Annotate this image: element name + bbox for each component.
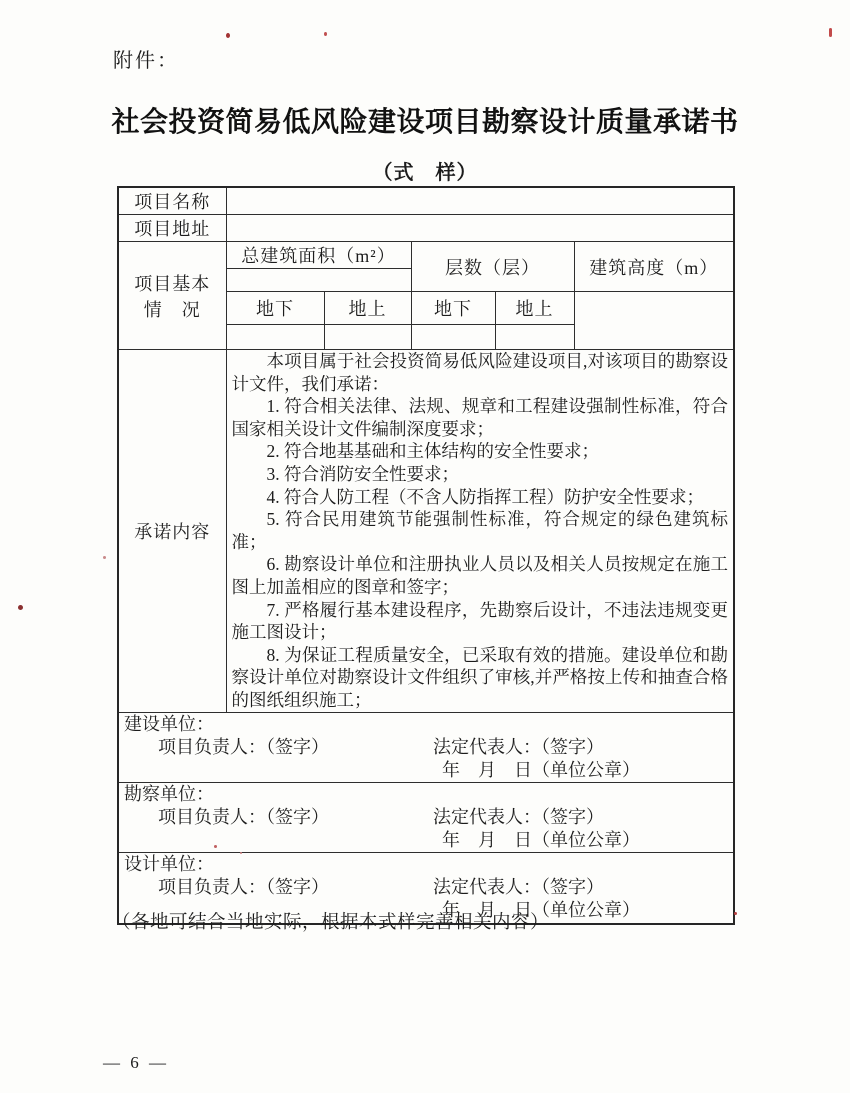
building-height-header: 建筑高度（m）	[574, 242, 734, 292]
survey-unit-cell	[118, 782, 734, 852]
commitment-paragraph: 8. 为保证工程质量安全，已采取有效的措施。建设单位和勘察设计单位对勘察设计文件组织了审核,并严格按上传和抽查合格的图纸组织施工；	[231, 644, 729, 710]
footnote: （各地可结合当地实际，根据本式样完善相关内容）	[112, 913, 550, 933]
project-name-value-cell	[226, 187, 734, 215]
area-above-ground-label: 地上	[324, 292, 411, 325]
survey-date-seal-label: 年 月 日（单位公章）	[442, 829, 640, 850]
design-manager-signature-label: 项目负责人：（签字）	[158, 877, 329, 898]
area-spacer-cell	[226, 269, 411, 292]
design-legal-rep-signature-label: 法定代表人：（签字）	[433, 877, 604, 898]
design-unit-label: 设计单位：	[124, 854, 214, 875]
attachment-label: 附件：	[113, 50, 179, 72]
floors-header: 层数（层）	[411, 242, 574, 292]
commitment-paragraph: 3. 符合消防安全性要求；	[266, 463, 459, 484]
red-speck-artifact	[103, 556, 106, 559]
area-below-value-cell	[226, 325, 324, 350]
project-name-row	[118, 187, 734, 215]
basic-info-label	[118, 242, 226, 350]
commitment-paragraph: 7. 严格履行基本建设程序，先勘察后设计，不违法违规变更施工图设计；	[231, 599, 729, 643]
construction-legal-rep-signature-label: 法定代表人：（签字）	[433, 736, 604, 757]
floors-above-ground-label: 地上	[495, 292, 574, 325]
building-height-value-cell	[574, 292, 734, 350]
commitment-paragraph: 5. 符合民用建筑节能强制性标准，符合规定的绿色建筑标准；	[231, 509, 729, 552]
survey-legal-rep-signature-label: 法定代表人：（签字）	[433, 806, 604, 827]
floors-below-ground-label: 地下	[411, 292, 495, 325]
construction-manager-signature-label: 项目负责人：（签字）	[158, 736, 329, 757]
document-title: 社会投资简易低风险建设项目勘察设计质量承诺书	[111, 107, 739, 138]
total-area-header: 总建筑面积（m²）	[226, 242, 411, 269]
project-address-label: 项目地址	[118, 215, 226, 242]
commitment-label: 承诺内容	[118, 350, 226, 713]
project-address-value-cell	[226, 215, 734, 242]
floors-above-value-cell	[495, 325, 574, 350]
red-speck-artifact	[829, 28, 832, 37]
basic-info-label-line2: 情 况	[143, 299, 201, 320]
commitment-form-table	[117, 186, 735, 925]
project-address-row	[118, 215, 734, 242]
commitment-paragraph: 本项目属于社会投资简易低风险建设项目,对该项目的勘察设计文件，我们承诺：	[231, 351, 729, 394]
construction-unit-row	[118, 712, 734, 782]
design-date-seal-label: 年 月 日（单位公章）	[442, 900, 640, 921]
basic-info-label-line1: 项目基本	[134, 273, 211, 294]
survey-manager-signature-label: 项目负责人：（签字）	[158, 806, 329, 827]
red-speck-artifact	[226, 33, 230, 38]
construction-unit-cell	[118, 712, 734, 782]
basic-info-header-row	[118, 242, 734, 269]
red-speck-artifact	[734, 912, 737, 915]
commitment-row	[118, 350, 734, 713]
commitment-paragraph: 1. 符合相关法律、法规、规章和工程建设强制性标准，符合国家相关设计文件编制深度要求；	[231, 396, 729, 439]
page-number: — 6 —	[103, 1053, 169, 1072]
area-above-value-cell	[324, 325, 411, 350]
survey-unit-row	[118, 782, 734, 852]
red-speck-artifact	[240, 852, 242, 854]
red-speck-artifact	[18, 605, 23, 610]
floors-below-value-cell	[411, 325, 495, 350]
area-below-ground-label: 地下	[226, 292, 324, 325]
commitment-paragraph: 6. 勘察设计单位和注册执业人员以及相关人员按规定在施工图上加盖相应的图章和签字；	[231, 554, 729, 597]
construction-date-seal-label: 年 月 日（单位公章）	[442, 759, 640, 780]
construction-unit-label: 建设单位：	[124, 713, 214, 734]
survey-unit-label: 勘察单位：	[124, 783, 214, 804]
commitment-paragraph: 4. 符合人防工程（不含人防指挥工程）防护安全性要求；	[266, 486, 704, 507]
red-speck-artifact	[214, 845, 217, 848]
red-speck-artifact	[324, 32, 327, 36]
commitment-content-cell	[226, 350, 734, 713]
document-subtitle: （式 样）	[372, 162, 478, 184]
commitment-paragraph: 2. 符合地基基础和主体结构的安全性要求；	[266, 441, 599, 462]
project-name-label: 项目名称	[118, 187, 226, 215]
